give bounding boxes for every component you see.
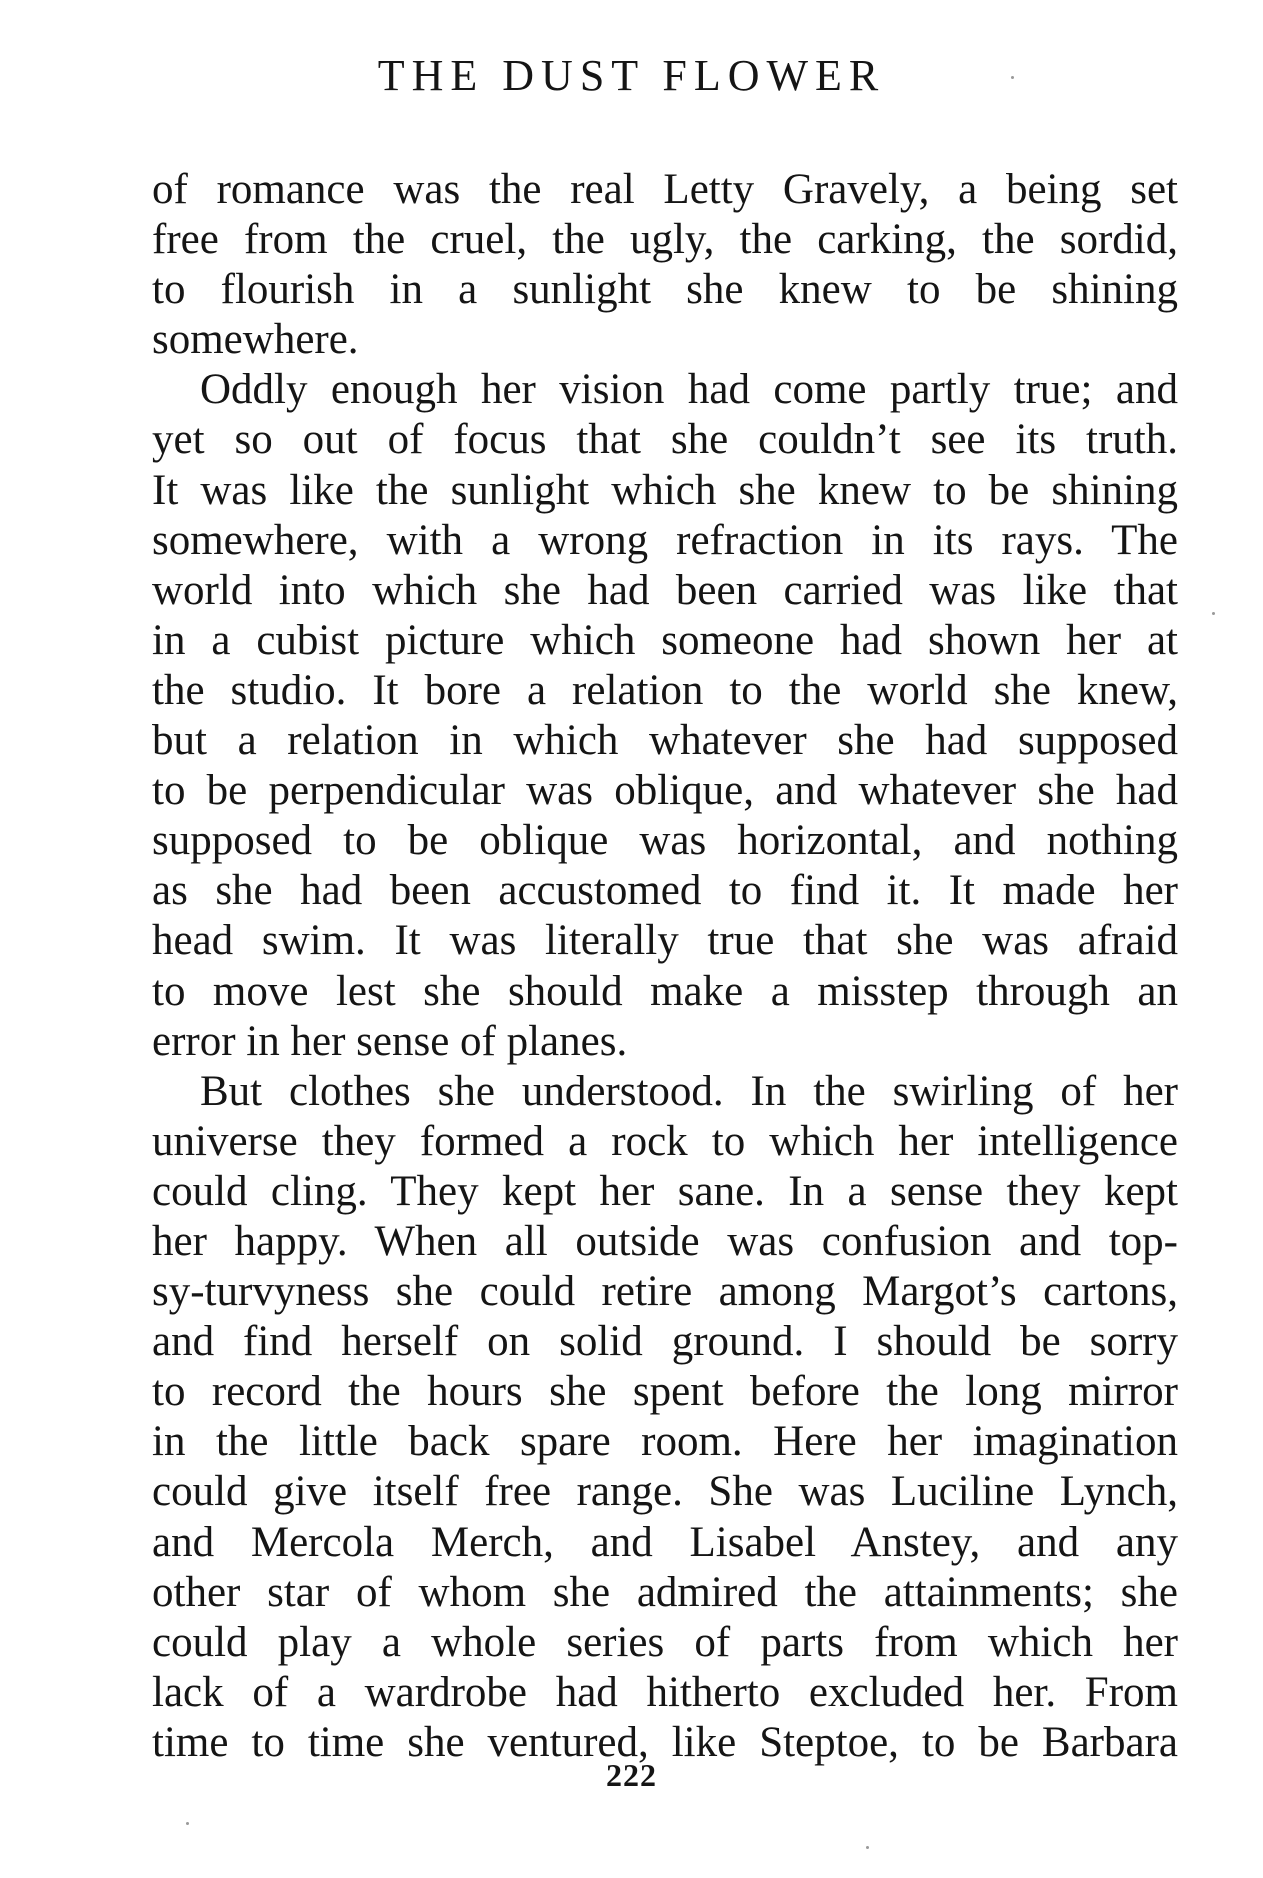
text-line: could play a whole series of parts from which her	[152, 1618, 1178, 1666]
text-line: error in her sense of planes.	[152, 1017, 628, 1065]
text-line: time to time she ventured, like Steptoe, to be Barbara	[152, 1718, 1178, 1766]
text-line: to move lest she should make a misstep through an	[152, 967, 1178, 1015]
text-line: in the little back spare room. Here her imagination	[152, 1418, 1178, 1466]
text-line: yet so out of focus that she couldn’t see its truth.	[152, 416, 1178, 464]
paper-speck	[1212, 612, 1215, 615]
text-line: but a relation in which whatever she had supposed	[152, 717, 1178, 765]
text-line: to record the hours she spent before the long mirror	[152, 1368, 1178, 1416]
text-line: and Mercola Merch, and Lisabel Anstey, and any	[152, 1518, 1178, 1566]
text-line: supposed to be oblique was horizontal, and nothing	[152, 817, 1178, 865]
text-line: sy-turvyness she could retire among Margot’s cartons,	[152, 1268, 1178, 1316]
paragraph-first-line: Oddly enough her vision had come partly true; and	[200, 366, 1178, 414]
text-line: her happy. When all outside was confusion and top-	[152, 1217, 1178, 1265]
paragraph-first-line: But clothes she understood. In the swirling of her	[200, 1067, 1178, 1115]
text-line: could cling. They kept her sane. In a sense they kept	[152, 1167, 1178, 1215]
text-line: could give itself free range. She was Luciline Lynch,	[152, 1468, 1178, 1516]
text-line: and find herself on solid ground. I should be sorry	[152, 1318, 1178, 1366]
text-line: free from the cruel, the ugly, the carking, the sordid,	[152, 216, 1178, 264]
paper-speck	[186, 1822, 189, 1825]
text-line: to be perpendicular was oblique, and whatever she had	[152, 767, 1178, 815]
text-line: to flourish in a sunlight she knew to be shining	[152, 266, 1178, 314]
text-line: in a cubist picture which someone had shown her at	[152, 616, 1178, 664]
body-text	[152, 165, 1178, 1768]
text-line: somewhere, with a wrong refraction in its rays. The	[152, 516, 1178, 564]
paper-speck	[1011, 76, 1014, 79]
text-line: somewhere.	[152, 316, 359, 364]
text-line: lack of a wardrobe had hitherto excluded her. From	[152, 1668, 1178, 1716]
text-line: It was like the sunlight which she knew to be shining	[152, 466, 1178, 514]
text-line: of romance was the real Letty Gravely, a being set	[152, 166, 1178, 213]
paper-speck	[866, 1846, 869, 1849]
text-line: universe they formed a rock to which her intelligence	[152, 1117, 1178, 1165]
text-line: other star of whom she admired the attainments; she	[152, 1568, 1178, 1616]
text-line: head swim. It was literally true that she was afraid	[152, 917, 1178, 965]
text-line: the studio. It bore a relation to the world she knew,	[152, 666, 1178, 714]
text-line: as she had been accustomed to find it. It made her	[152, 867, 1178, 915]
text-line: world into which she had been carried was like that	[152, 566, 1178, 614]
running-head: THE DUST FLOWER	[377, 51, 886, 100]
page-number: 222	[606, 1757, 657, 1793]
